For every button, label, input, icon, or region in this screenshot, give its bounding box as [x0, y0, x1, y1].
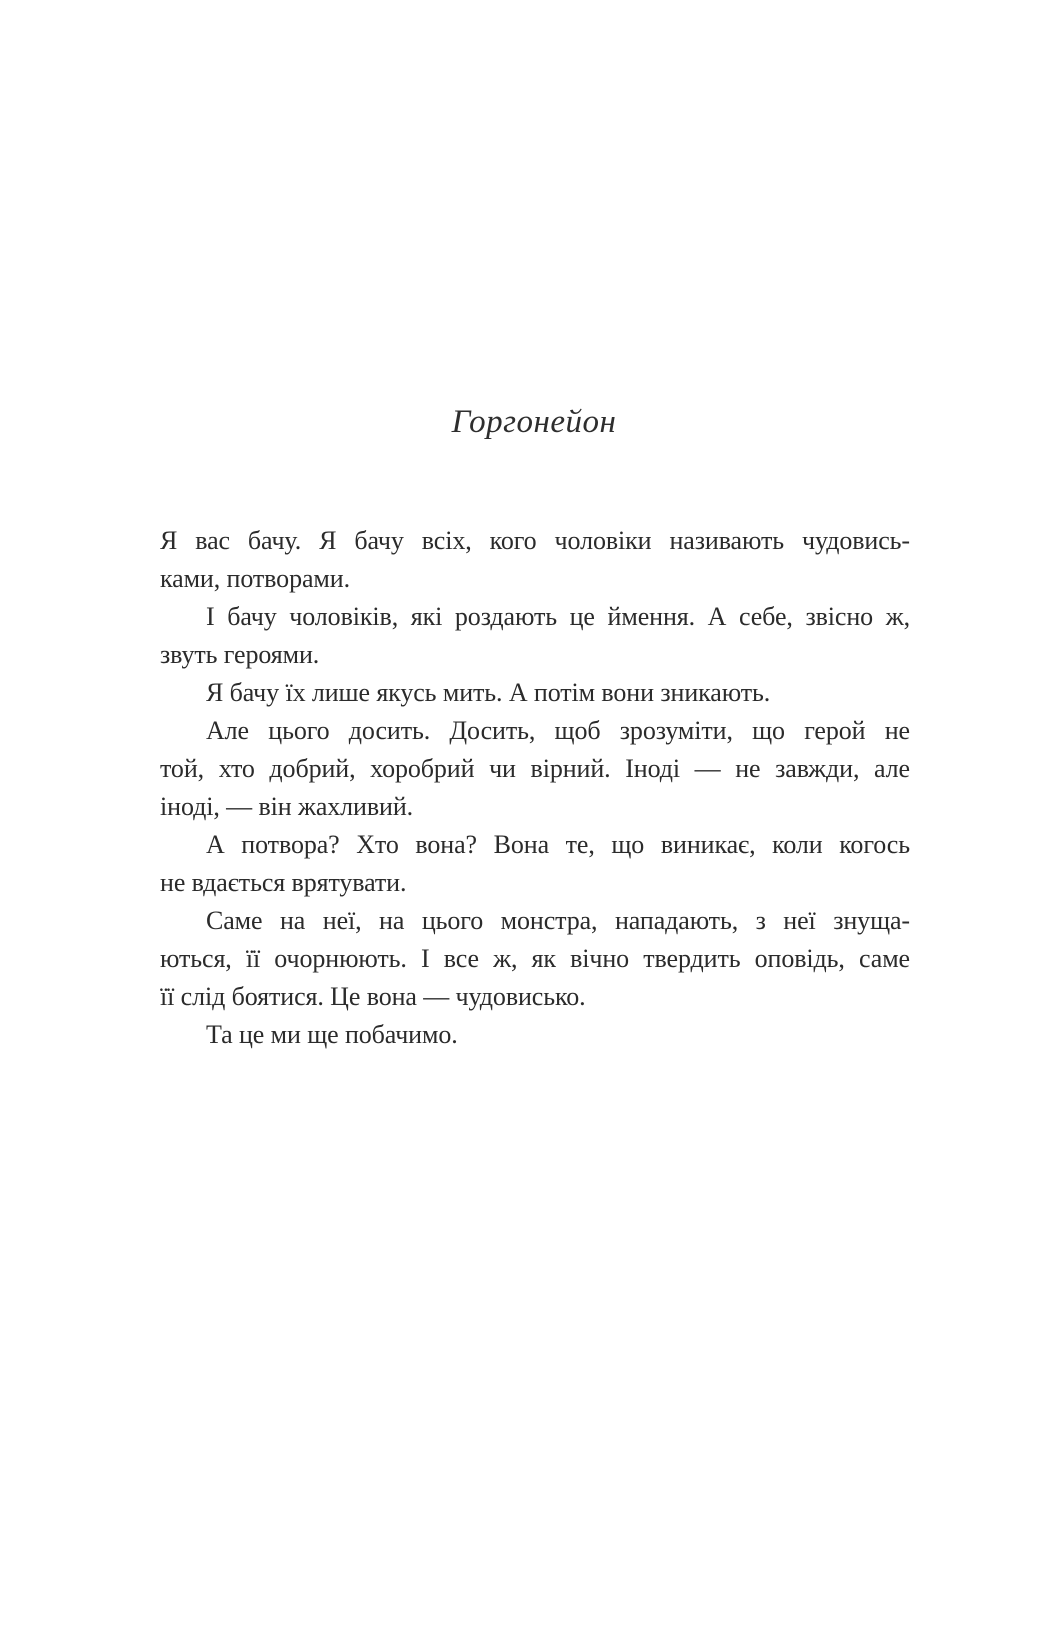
text-line: Я вас бачу. Я бачу всіх, кого чоловіки називають чудовись- [160, 526, 910, 555]
text-line: І бачу чоловіків, які роздають це ймення. А себе, звісно ж, [206, 602, 910, 631]
text-line: Та це ми ще побачимо. [206, 1020, 458, 1049]
text-line: Я бачу їх лише якусь мить. А потім вони зникають. [206, 678, 771, 707]
text-line: той, хто добрий, хоробрий чи вірний. Іноді — не завжди, але [160, 754, 910, 783]
text-line: ються, її очорнюють. І все ж, як вічно твердить оповідь, саме [160, 944, 910, 973]
text-line: її слід боятися. Це вона — чудовисько. [160, 982, 586, 1011]
text-line: ками, потворами. [160, 564, 350, 593]
text-line: Саме на неї, на цього монстра, нападають, з неї знуща- [206, 906, 910, 935]
text-line: іноді, — він жахливий. [160, 792, 414, 821]
body-text-block [160, 522, 910, 1054]
text-line: звуть героями. [160, 640, 320, 669]
text-line: Але цього досить. Досить, щоб зрозуміти, що герой не [206, 716, 910, 745]
text-line: А потвора? Хто вона? Вона те, що виникає, коли когось [206, 830, 910, 859]
chapter-title: Горгонейон [451, 404, 617, 440]
text-line: не вдається врятувати. [160, 868, 407, 897]
